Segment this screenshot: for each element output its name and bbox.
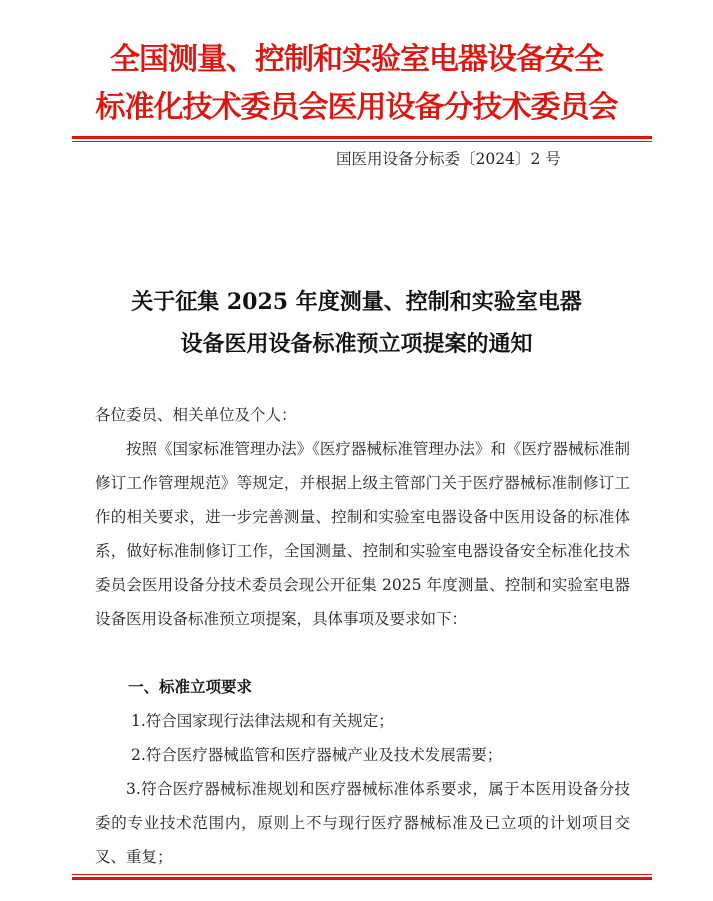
issuer-title-line-1: 全国测量、控制和实验室电器设备安全 bbox=[110, 42, 603, 77]
footer-divider-thick bbox=[72, 877, 652, 880]
notice-title-line-1: 关于征集 2025 年度测量、控制和实验室电器 bbox=[131, 289, 582, 315]
header-divider-thin bbox=[72, 141, 652, 142]
requirement-item-1: 1.符合国家现行法律法规和有关规定； bbox=[131, 712, 394, 730]
intro-paragraph: 按照《国家标准管理办法》《医疗器械标准管理办法》和《医疗器械标准制修订工作管理规范》等规定，并根据上级主管部门关于医疗器械标准制修订工作的相关要求，进一步完善测量、控制和实验室电器设备中医用设备的标准体系，做好标准制修订工作，全国测量、控制和实验室电器设备安全标准化技术委员会医用设备分技术委员会现公开征集 2025 年度测量、控制和实验室电器设备医用设备标准预立项提案，具体事项及要求如下： bbox=[95, 440, 630, 628]
requirement-item-2: 2.符合医疗器械监管和医疗器械产业及技术发展需要； bbox=[131, 746, 503, 764]
notice-title-line-2: 设备医用设备标准预立项提案的通知 bbox=[180, 331, 533, 357]
requirement-item-3: 3.符合医疗器械标准规划和医疗器械标准体系要求，属于本医用设备分技委的专业技术范围内，原则上不与现行医疗器械标准及已立项的计划项目交叉、重复； bbox=[95, 780, 630, 866]
header-divider-thick bbox=[72, 136, 652, 139]
section-heading: 一、标准立项要求 bbox=[128, 678, 253, 696]
salutation: 各位委员、相关单位及个人： bbox=[95, 406, 297, 424]
document-number: 国医用设备分标委〔2024〕2 号 bbox=[336, 150, 561, 168]
footer-divider-thin bbox=[72, 874, 652, 875]
issuer-title-line-2: 标准化技术委员会医用设备分技术委员会 bbox=[95, 90, 618, 125]
